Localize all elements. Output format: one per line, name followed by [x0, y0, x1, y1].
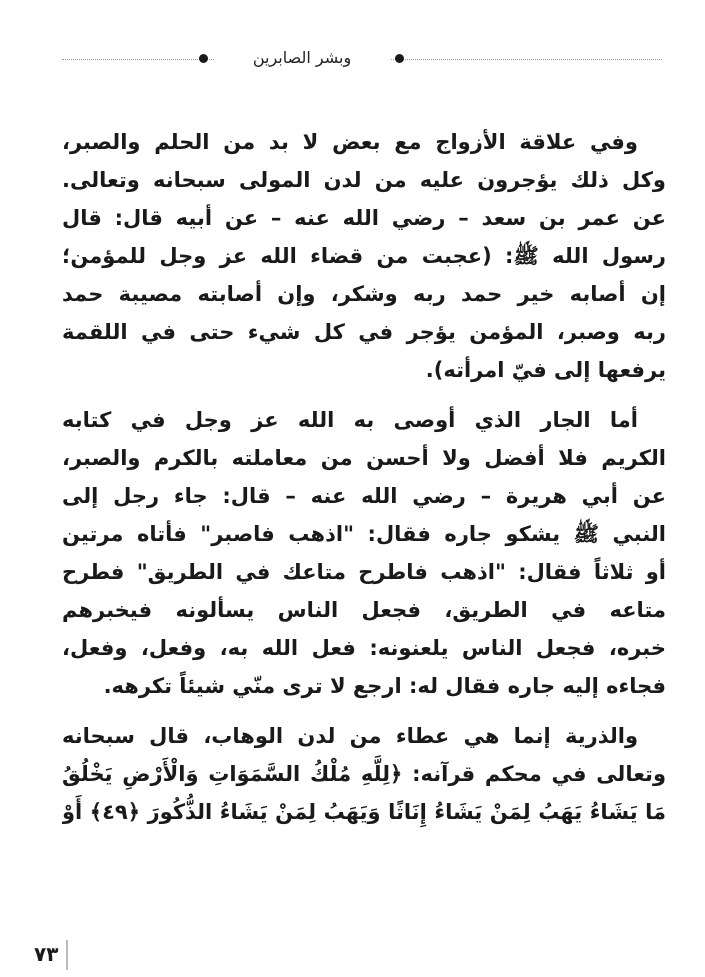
text-line: والذرية إنما هي عطاء من لدن الوهاب، قال سبحانه	[62, 724, 638, 748]
text-line: خبره، فجعل الناس يلعنونه: فعل الله به، وفعل، وفعل،	[62, 636, 666, 660]
text-line: يرفعها إلى فيّ امرأته).	[425, 358, 666, 382]
text-line: متاعه في الطريق، فجعل الناس يسألونه فيخبرهم	[62, 598, 666, 622]
paragraph-spacer	[62, 389, 666, 401]
text-line: النبي ﷺ يشكو جاره فقال: "اذهب فاصبر" فأتاه مرتين	[62, 522, 666, 546]
text-line: أما الجار الذي أوصى به الله عز وجل في كتابه	[62, 408, 638, 432]
text-line: فجاءه إليه جاره فقال له: ارجع لا ترى منّي شيئاً تكرهه.	[103, 674, 666, 698]
paragraph-2	[62, 401, 666, 705]
header-title: وبشر الصابرين	[214, 46, 390, 70]
page-body	[62, 123, 666, 831]
text-line: وتعالى في محكم قرآنه: ﴿لِلَّهِ مُلْكُ السَّمَوَاتِ وَالْأَرْضِ يَخْلُقُ	[62, 762, 666, 786]
running-header	[62, 44, 662, 74]
paragraph-spacer	[62, 705, 666, 717]
text-line: إن أصابه خير حمد ربه وشكر، وإن أصابته مصيبة حمد	[62, 282, 666, 306]
header-bullet-icon	[199, 54, 208, 63]
text-line: عن عمر بن سعد – رضي الله عنه – عن أبيه قال: قال	[62, 206, 666, 230]
page-number: ٧٣	[34, 942, 59, 966]
text-line: أو ثلاثاً فقال: "اذهب فاطرح متاعك في الطريق" فطرح	[62, 560, 666, 584]
page-edge-mark	[66, 940, 68, 970]
text-line: وفي علاقة الأزواج مع بعض لا بد من الحلم والصبر،	[62, 130, 638, 154]
text-line: عن أبي هريرة – رضي الله عنه – قال: جاء رجل إلى	[62, 484, 666, 508]
paragraph-3	[62, 717, 666, 831]
text-line: ربه وصبر، المؤمن يؤجر في كل شيء حتى في اللقمة	[62, 320, 666, 344]
text-line: الكريم فلا أفضل ولا أحسن من معاملته بالكرم والصبر،	[62, 446, 666, 470]
text-line: رسول الله ﷺ: (عجبت من قضاء الله عز وجل للمؤمن؛	[62, 244, 666, 268]
text-line: مَا يَشَاءُ يَهَبُ لِمَنْ يَشَاءُ إِنَاثًا وَيَهَبُ لِمَنْ يَشَاءُ الذُّكُورَ ﴿٤٩﴾ أَوْ	[62, 800, 666, 824]
paragraph-1	[62, 123, 666, 389]
text-line: وكل ذلك يؤجرون عليه من لدن المولى سبحانه وتعالى.	[62, 168, 666, 192]
header-bullet-icon	[395, 54, 404, 63]
